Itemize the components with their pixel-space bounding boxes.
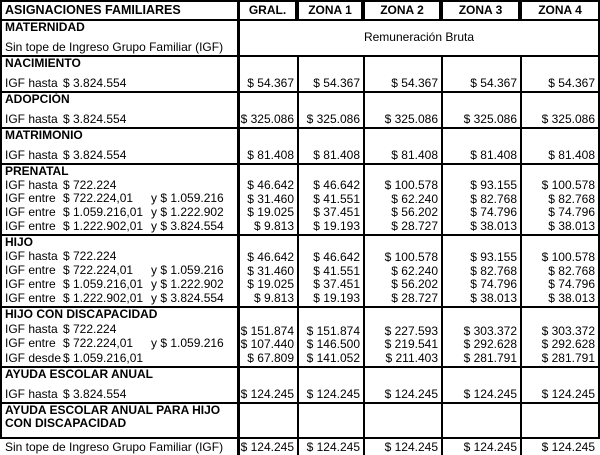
amount-value: $ 141.052	[306, 350, 360, 365]
amount-value: $ 46.642	[313, 250, 360, 265]
section-title: HIJO CON DISCAPACIDAD	[5, 308, 158, 321]
igf-amount: $ 1.222.902,01	[63, 290, 144, 305]
value-cell	[520, 404, 598, 455]
amount-value: $ 82.768	[470, 191, 517, 206]
amount-value: $ 74.796	[548, 205, 595, 220]
row-label	[5, 179, 235, 192]
row-label	[5, 149, 235, 162]
amount-value: $ 54.367	[470, 75, 517, 90]
table-title: ASIGNACIONES FAMILIARES	[2, 2, 238, 19]
amount-value: $ 325.086	[240, 111, 294, 126]
section-ayuda-escolar-anual	[2, 366, 598, 402]
igf-range	[151, 149, 235, 162]
value-cell	[238, 57, 297, 91]
amount-value: $ 124.245	[384, 386, 438, 401]
amount-value: $ 281.791	[463, 350, 517, 365]
column-header-zona2: ZONA 2	[363, 2, 441, 19]
row-label	[5, 220, 235, 233]
amount-value: $ 227.593	[384, 323, 438, 338]
value-cell	[238, 93, 297, 127]
value-cell	[297, 368, 363, 402]
amount-value: $ 67.809	[247, 350, 294, 365]
value-cell	[441, 404, 520, 455]
igf-condition: IGF entre	[5, 290, 56, 305]
igf-amount: $ 722.224,01	[63, 191, 134, 206]
section-label-cell	[2, 368, 238, 402]
amount-value: $ 9.813	[253, 218, 294, 233]
amount-value: $ 81.408	[391, 147, 438, 162]
value-cell	[238, 165, 297, 234]
igf-condition: IGF hasta	[5, 248, 58, 263]
section-title-line1: AYUDA ESCOLAR ANUAL PARA HIJO	[5, 404, 221, 417]
amount-value: $ 38.013	[470, 218, 517, 233]
amount-value: $ 82.768	[548, 191, 595, 206]
value-cell	[297, 236, 363, 306]
amount-value: $ 54.367	[313, 75, 360, 90]
section-subtitle: Sin tope de Ingreso Grupo Familiar (IGF)	[5, 439, 224, 454]
column-header-gral: GRAL.	[238, 2, 297, 19]
igf-condition: IGF entre	[5, 262, 56, 277]
row-label	[5, 77, 235, 90]
amount-value: $ 100.578	[541, 250, 595, 265]
amount-value: $ 38.013	[548, 218, 595, 233]
section-matrimonio	[2, 127, 598, 163]
value-cell	[238, 129, 297, 163]
amount-value: $ 9.813	[253, 290, 294, 305]
section-title: ADOPCIÓN	[5, 93, 70, 106]
value-cell	[363, 308, 441, 366]
igf-condition: IGF hasta	[5, 75, 58, 90]
amount-value: $ 31.460	[247, 191, 294, 206]
igf-amount: $ 1.222.902,01	[63, 218, 144, 233]
value-cell	[520, 165, 598, 234]
value-cell	[297, 165, 363, 234]
amount-value: $ 100.578	[384, 178, 438, 193]
value-cell	[363, 129, 441, 163]
section-title: NACIMIENTO	[5, 57, 81, 70]
merged-value: Remuneración Bruta	[363, 30, 475, 45]
value-cell	[363, 165, 441, 234]
amount-value: $ 124.245	[306, 386, 360, 401]
igf-amount: $ 1.059.216,01	[63, 276, 144, 291]
amount-value: $ 81.408	[548, 147, 595, 162]
amount-value: $ 19.025	[247, 205, 294, 220]
igf-condition: IGF entre	[5, 276, 56, 291]
amount-value: $ 81.408	[470, 147, 517, 162]
amount-value: $ 219.541	[384, 337, 438, 352]
value-cell	[441, 129, 520, 163]
amount-value: $ 93.155	[470, 250, 517, 265]
igf-amount: $ 1.059.216,01	[63, 350, 144, 365]
igf-condition: IGF entre	[5, 191, 56, 206]
row-label	[5, 388, 235, 401]
amount-value: $ 41.551	[313, 191, 360, 206]
value-cell	[520, 57, 598, 91]
amount-value: $ 124.245	[240, 439, 294, 454]
igf-range	[151, 77, 235, 90]
amount-value: $ 325.086	[463, 111, 517, 126]
section-title: MATRIMONIO	[5, 129, 83, 142]
amount-value: $ 124.245	[240, 386, 294, 401]
section-subtitle: Sin tope de Ingreso Grupo Familiar (IGF)	[5, 39, 224, 54]
value-cell	[297, 57, 363, 91]
amount-value: $ 303.372	[541, 323, 595, 338]
igf-range: y $ 1.059.216	[151, 191, 224, 206]
value-cell	[238, 368, 297, 402]
row-label	[5, 278, 235, 291]
amount-value: $ 19.193	[313, 218, 360, 233]
row-label	[5, 113, 235, 126]
amount-value: $ 325.086	[384, 111, 438, 126]
column-header-zona3: ZONA 3	[441, 2, 520, 19]
amount-value: $ 37.451	[313, 205, 360, 220]
igf-range: y $ 1.059.216	[151, 262, 224, 277]
section-label-cell	[2, 21, 238, 55]
amount-value: $ 74.796	[470, 205, 517, 220]
igf-amount: $ 3.824.554	[63, 147, 127, 162]
section-ayuda-escolar-anual-hijo-discapacidad	[2, 402, 598, 455]
value-cell	[238, 404, 297, 455]
section-title-block	[5, 404, 235, 431]
value-cell	[363, 236, 441, 306]
igf-condition: IGF desde	[5, 350, 62, 365]
row-label	[5, 192, 235, 205]
amount-value: $ 325.086	[541, 111, 595, 126]
value-cell	[297, 308, 363, 366]
column-header-zona1: ZONA 1	[297, 2, 363, 19]
value-cell	[441, 93, 520, 127]
amount-value: $ 74.796	[470, 277, 517, 292]
amount-value: $ 56.202	[391, 277, 438, 292]
amount-value: $ 56.202	[391, 205, 438, 220]
amount-value: $ 46.642	[313, 178, 360, 193]
section-maternidad	[2, 19, 598, 55]
igf-condition: IGF hasta	[5, 147, 58, 162]
section-hijo	[2, 234, 598, 306]
amount-value: $ 325.086	[306, 111, 360, 126]
igf-range	[151, 352, 235, 365]
amount-value: $ 303.372	[463, 323, 517, 338]
row-label	[5, 323, 235, 336]
row-label	[5, 292, 235, 305]
amount-value: $ 54.367	[247, 75, 294, 90]
igf-range	[151, 113, 235, 126]
amount-value: $ 81.408	[313, 147, 360, 162]
value-cell	[441, 236, 520, 306]
igf-amount: $ 3.824.554	[63, 111, 127, 126]
igf-condition: IGF hasta	[5, 386, 58, 401]
section-label-cell	[2, 404, 238, 455]
amount-value: $ 82.768	[470, 263, 517, 278]
value-cell	[363, 368, 441, 402]
igf-amount: $ 722.224,01	[63, 262, 134, 277]
amount-value: $ 54.367	[548, 75, 595, 90]
value-cell	[297, 93, 363, 127]
amount-value: $ 151.874	[306, 323, 360, 338]
igf-range: y $ 3.824.554	[151, 290, 224, 305]
amount-value: $ 37.451	[313, 277, 360, 292]
section-label-cell	[2, 165, 238, 234]
amount-value: $ 54.367	[391, 75, 438, 90]
value-cell	[297, 404, 363, 455]
amount-value: $ 124.245	[306, 439, 360, 454]
igf-amount: $ 722.224	[63, 177, 117, 192]
section-hijo-con-discapacidad	[2, 306, 598, 366]
value-cell	[363, 57, 441, 91]
value-cell	[441, 368, 520, 402]
amount-value: $ 38.013	[470, 290, 517, 305]
igf-amount: $ 1.059.216,01	[63, 204, 144, 219]
amount-value: $ 107.440	[240, 337, 294, 352]
section-title: PRENATAL	[5, 165, 69, 178]
igf-condition: IGF entre	[5, 218, 56, 233]
igf-range: y $ 1.222.902	[151, 276, 224, 291]
row-label	[5, 352, 235, 365]
amount-value: $ 46.642	[247, 250, 294, 265]
section-label-cell	[2, 57, 238, 91]
amount-value: $ 19.193	[313, 290, 360, 305]
amount-value: $ 124.245	[463, 439, 517, 454]
igf-range	[151, 250, 235, 263]
igf-amount: $ 3.824.554	[63, 386, 127, 401]
section-title: HIJO	[5, 236, 34, 249]
merged-value-cell	[238, 21, 598, 55]
igf-range	[151, 179, 235, 192]
amount-value: $ 292.628	[463, 337, 517, 352]
amount-value: $ 38.013	[548, 290, 595, 305]
value-cell	[520, 129, 598, 163]
value-cell	[441, 308, 520, 366]
igf-condition: IGF hasta	[5, 177, 58, 192]
amount-value: $ 292.628	[541, 337, 595, 352]
section-prenatal	[2, 163, 598, 234]
amount-value: $ 81.408	[247, 147, 294, 162]
igf-condition: IGF entre	[5, 336, 56, 351]
igf-amount: $ 722.224	[63, 321, 117, 336]
section-title: MATERNIDAD	[5, 21, 85, 34]
section-nacimiento	[2, 55, 598, 91]
value-cell	[520, 236, 598, 306]
value-cell	[441, 57, 520, 91]
amount-value: $ 100.578	[384, 250, 438, 265]
table-header-row	[2, 2, 598, 19]
amount-value: $ 28.727	[391, 218, 438, 233]
amount-value: $ 211.403	[385, 350, 438, 365]
section-label-cell	[2, 308, 238, 366]
column-header-zona4: ZONA 4	[520, 2, 598, 19]
igf-range: y $ 1.222.902	[151, 204, 224, 219]
value-cell	[520, 368, 598, 402]
amount-value: $ 28.727	[391, 290, 438, 305]
row-label	[5, 264, 235, 277]
value-cell	[520, 308, 598, 366]
value-cell	[238, 308, 297, 366]
igf-amount: $ 722.224	[63, 248, 117, 263]
amount-value: $ 41.551	[313, 263, 360, 278]
value-cell	[297, 129, 363, 163]
amount-value: $ 62.240	[391, 263, 438, 278]
value-cell	[441, 165, 520, 234]
igf-range: y $ 1.059.216	[151, 336, 224, 351]
igf-condition: IGF entre	[5, 204, 56, 219]
amount-value: $ 281.791	[541, 350, 595, 365]
igf-range	[151, 388, 235, 401]
row-label	[5, 250, 235, 263]
amount-value: $ 124.245	[384, 439, 438, 454]
igf-range: y $ 3.824.554	[151, 218, 224, 233]
igf-amount: $ 722.224,01	[63, 336, 134, 351]
section-adopcion	[2, 91, 598, 127]
amount-value: $ 124.245	[463, 386, 517, 401]
amount-value: $ 46.642	[247, 178, 294, 193]
igf-condition: IGF hasta	[5, 321, 58, 336]
section-title: AYUDA ESCOLAR ANUAL	[5, 368, 154, 381]
section-label-cell	[2, 129, 238, 163]
igf-condition: IGF hasta	[5, 111, 58, 126]
value-cell	[363, 93, 441, 127]
section-label-cell	[2, 93, 238, 127]
amount-value: $ 31.460	[247, 263, 294, 278]
section-label-cell	[2, 236, 238, 306]
amount-value: $ 124.245	[541, 439, 595, 454]
row-label	[5, 337, 235, 350]
value-cell	[520, 93, 598, 127]
amount-value: $ 62.240	[391, 191, 438, 206]
amount-value: $ 82.768	[548, 263, 595, 278]
amount-value: $ 19.025	[247, 277, 294, 292]
igf-amount: $ 3.824.554	[63, 75, 127, 90]
value-cell	[363, 404, 441, 455]
igf-range	[151, 323, 235, 336]
amount-value: $ 100.578	[541, 178, 595, 193]
amount-value: $ 93.155	[470, 178, 517, 193]
section-title-line2: CON DISCAPACIDAD	[5, 416, 127, 431]
amount-value: $ 146.500	[306, 337, 360, 352]
row-label	[5, 206, 235, 219]
value-cell	[238, 236, 297, 306]
amount-value: $ 151.874	[240, 323, 294, 338]
amount-value: $ 74.796	[548, 277, 595, 292]
amount-value: $ 124.245	[541, 386, 595, 401]
